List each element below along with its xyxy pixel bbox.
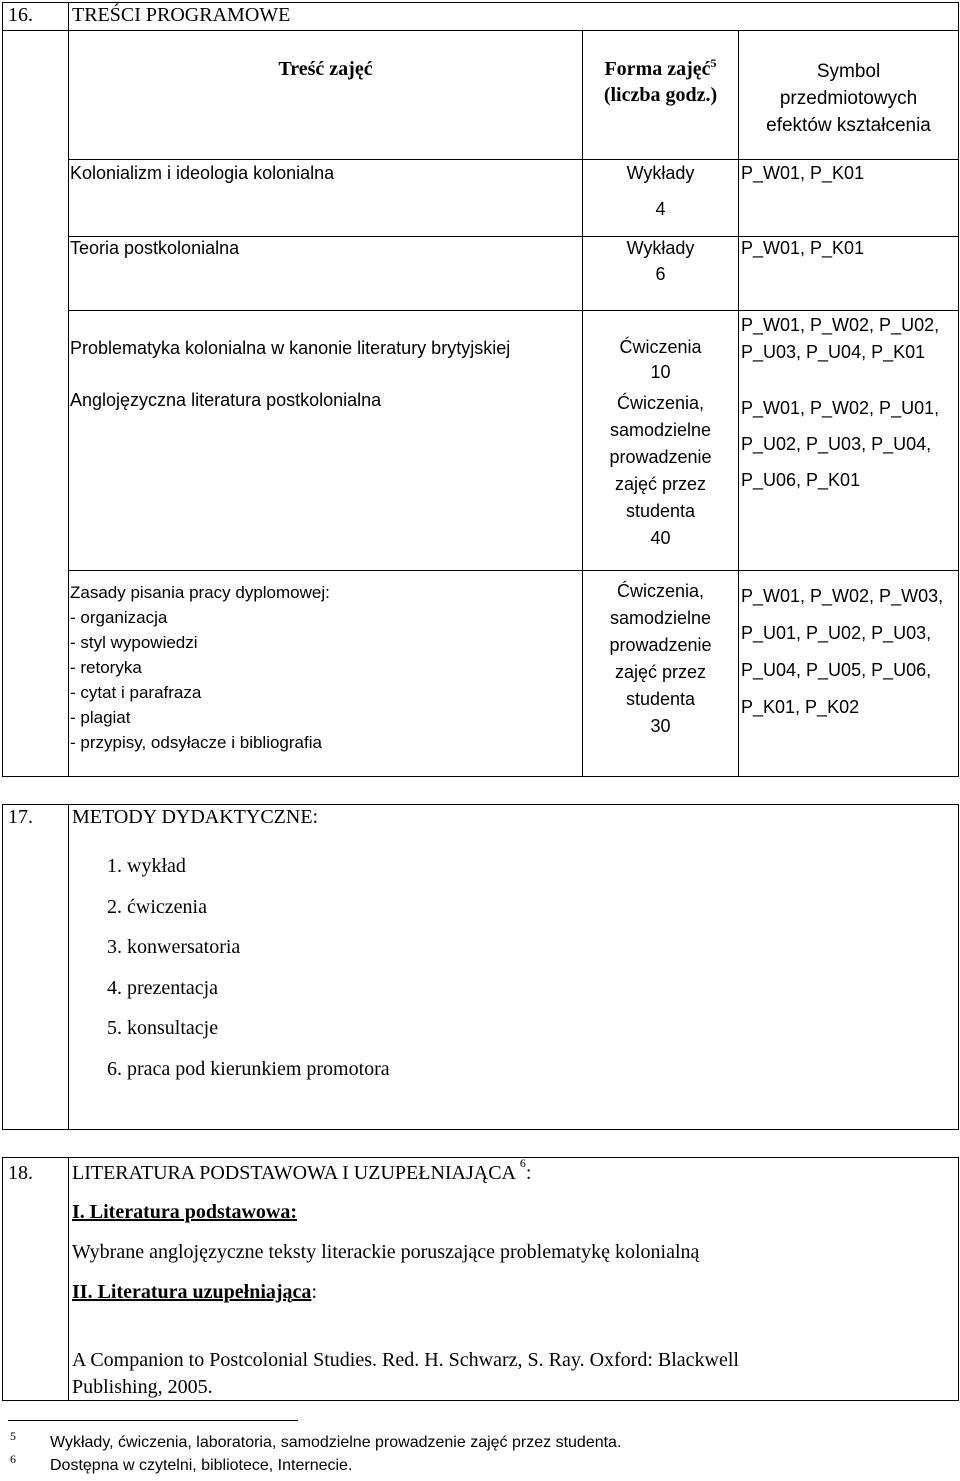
row3-symbol: P_W01, P_W02, P_U02, P_U03, P_U04, P_K01 <box>741 315 940 362</box>
row3-hours: 10 <box>650 362 671 382</box>
row4-content: Anglojęzyczna literatura postkolonialna <box>70 390 382 410</box>
basic-literature-text: Wybrane anglojęzyczne teksty literackie poruszające problematykę kolonialną <box>72 1241 700 1263</box>
supplementary-item: A Companion to Postcolonial Studies. Red. H. Schwarz, S. Ray. Oxford: Blackwell <box>72 1349 739 1371</box>
list-item: 4. prezentacja <box>107 976 219 999</box>
header-symbol-line2: przedmiotowych <box>779 88 918 109</box>
list-item: 5. konsultacje <box>107 1017 219 1040</box>
row2-content: Teoria postkolonialna <box>70 238 240 258</box>
header-form-line2: (liczba godz.) <box>603 84 718 106</box>
header-form <box>583 56 738 108</box>
list-item: 2. ćwiczenia <box>107 895 207 918</box>
header-symbol-line3: efektów kształcenia <box>766 115 931 136</box>
footnote-ref-6: 6 <box>519 1156 526 1170</box>
row1-hours: 4 <box>655 199 666 219</box>
section-title: LITERATURA PODSTAWOWA I UZUPEŁNIAJĄCA $^6$: <box>72 1156 532 1184</box>
header-content: Treść zajęć <box>278 58 373 80</box>
row4-symbol: P_W01, P_W02, P_U01, P_U02, P_U03, P_U04, P_U06, P_K01 <box>741 398 940 490</box>
row1-content: Kolonializm i ideologia kolonialna <box>70 163 335 183</box>
list-item: 6. praca pod kierunkiem promotora <box>107 1057 390 1080</box>
row3-content: Problematyka kolonialna w kanonie literatury brytyjskiej <box>70 338 511 358</box>
header-symbol <box>739 58 958 139</box>
supplementary-literature-label: II. Literatura uzupełniająca: <box>72 1281 317 1303</box>
header-symbol-line1: Symbol <box>816 61 881 82</box>
list-item: 1. wykład <box>107 855 186 877</box>
footnote-number: 5 <box>10 1429 16 1443</box>
section-title: METODY DYDAKTYCZNE: <box>72 806 319 828</box>
basic-literature-label: I. Literatura podstawowa: <box>72 1201 297 1223</box>
section-title: TREŚCI PROGRAMOWE <box>72 4 291 26</box>
section-number: 17. <box>8 806 33 828</box>
row1-symbol: P_W01, P_K01 <box>741 163 865 183</box>
section-number: 18. <box>8 1162 33 1184</box>
footnote-text: Wykłady, ćwiczenia, laboratoria, samodzielne prowadzenie zajęć przez studenta. <box>50 1434 622 1451</box>
row2-symbol: P_W01, P_K01 <box>741 238 865 258</box>
row2-hours: 6 <box>655 264 666 284</box>
list-item: 3. konwersatoria <box>107 936 241 959</box>
footnote-number: 6 <box>10 1452 16 1466</box>
header-form-line1: Forma zajęć <box>604 58 711 80</box>
row3-form: Ćwiczenia <box>619 337 702 357</box>
row4-form: Ćwiczenia, samodzielne prowadzenie zajęć przez studenta 40 <box>609 393 712 548</box>
row1-form: Wykłady <box>626 163 695 183</box>
row5-content: Zasady pisania pracy dyplomowej: - organizacja - styl wypowiedzi - retoryka - cytat i parafraza - plagiat - przypisy, odsyłacze i bibliografia <box>70 583 330 752</box>
row2-form: Wykłady <box>626 238 695 258</box>
footnote-separator <box>8 1420 298 1421</box>
footnote-ref-5: 5 <box>710 56 717 70</box>
footnote-text: Dostępna w czytelni, bibliotece, Internecie. <box>50 1457 353 1474</box>
methods-list <box>107 846 390 1090</box>
row5-form: Ćwiczenia, samodzielne prowadzenie zajęć przez studenta 30 <box>609 581 712 736</box>
row5-symbol: P_W01, P_W02, P_W03, P_U01, P_U02, P_U03, P_U04, P_U05, P_U06, P_K01, P_K02 <box>741 586 944 717</box>
section-number: 16. <box>8 4 33 26</box>
supplementary-item-continued: Publishing, 2005. <box>72 1376 213 1398</box>
